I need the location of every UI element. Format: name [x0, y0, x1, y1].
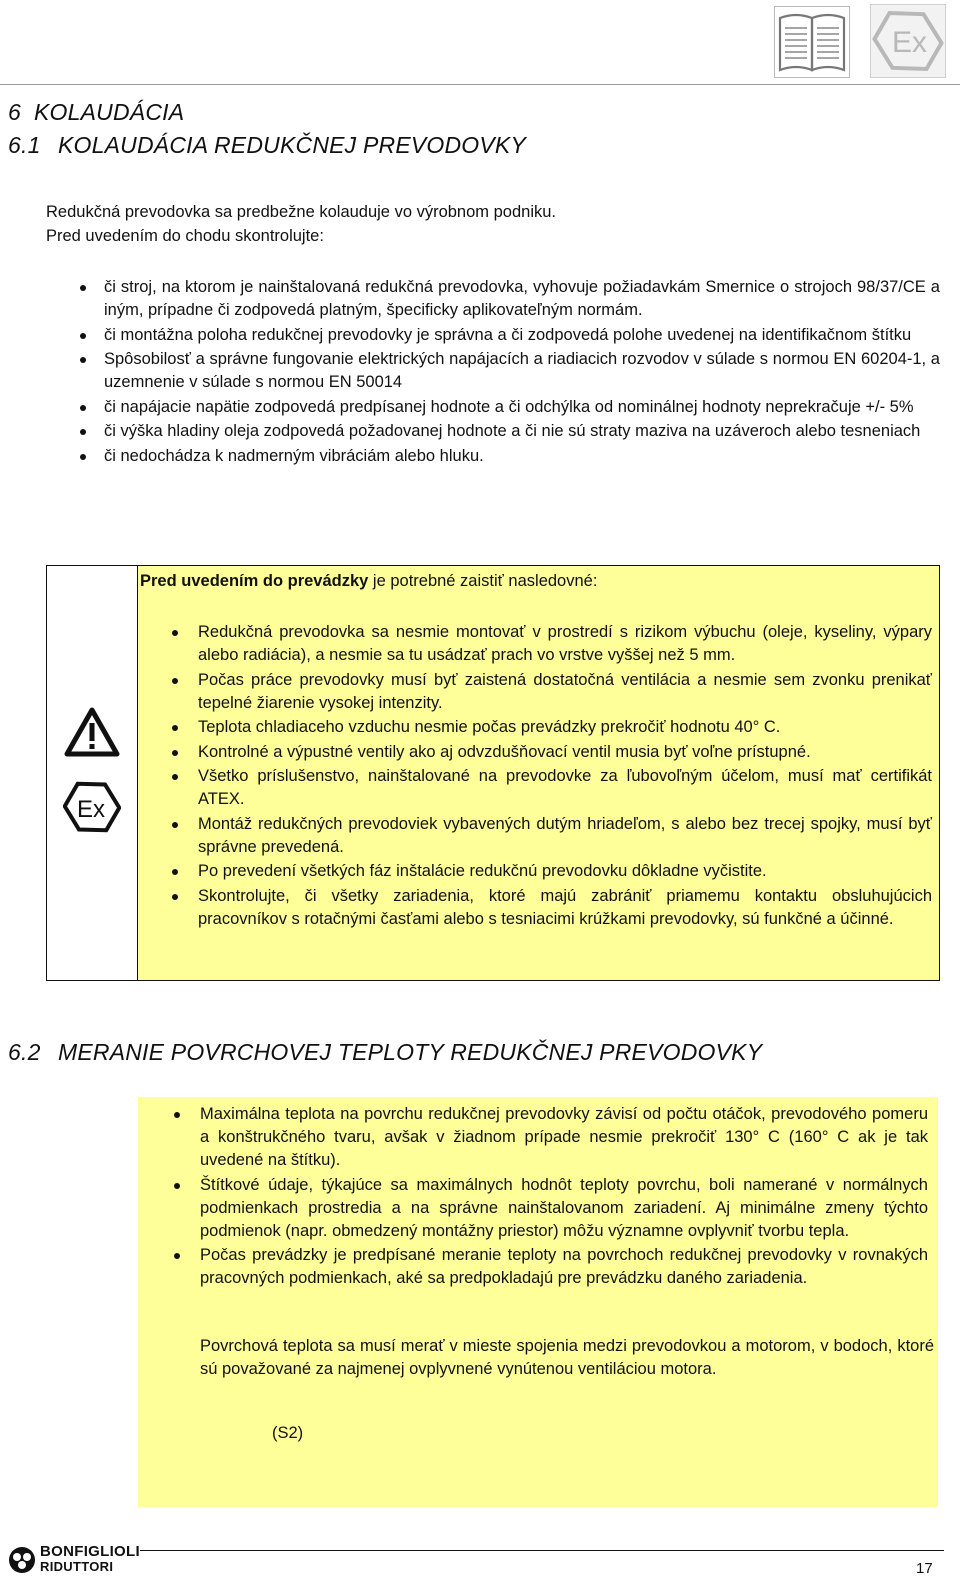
section-title: KOLAUDÁCIA REDUKČNEJ PREVODOVKY	[58, 132, 527, 158]
intro-text	[46, 201, 926, 248]
manual-book-icon	[774, 6, 850, 78]
warning-list	[140, 621, 938, 932]
temperature-box	[138, 1097, 938, 1507]
warning-triangle-icon	[64, 706, 120, 758]
list-item: Skontrolujte, či všetky zariadenia, ktoré majú zabrániť priamemu kontaktu obsluhujúcich pracovníkov s rotačnými časťami alebo s tesniacimi krúžkami prevodovky, sú funkčné a účinné.	[140, 885, 938, 931]
temperature-list	[142, 1103, 934, 1290]
list-item: či stroj, na ktorom je nainštalovaná redukčná prevodovka, vyhovuje požiadavkám Smernice o strojoch 98/37/CE a iným, prípadne či zodpovedá platným, špecificky aplikovateľným normám.	[46, 276, 940, 322]
brand-name: BONFIGLIOLI	[40, 1543, 140, 1560]
footer-rule	[140, 1550, 944, 1551]
svg-text:Ex: Ex	[892, 26, 928, 59]
list-item: Maximálna teplota na povrchu redukčnej prevodovky závisí od počtu otáčok, prevodového pomeru a konštrukčného tvaru, avšak v žiadnom prípade nesmie prekročiť 130° C (160° C ak je tak uvedené na štítku).	[142, 1103, 934, 1172]
footer	[0, 1520, 960, 1592]
list-item: Počas práce prevodovky musí byť zaistená dostatočná ventilácia a nesmie sem zvonku prenikať tepelné žiarenie vysokej intenzity.	[140, 669, 938, 715]
list-item: Kontrolné a výpustné ventily ako aj odvzdušňovací ventil musia byť voľne prístupné.	[140, 741, 938, 764]
intro-line-1: Redukčná prevodovka sa predbežne kolauduje vo výrobnom podniku.	[46, 203, 556, 221]
section-title: KOLAUDÁCIA	[34, 99, 185, 125]
list-item: či montážna poloha redukčnej prevodovky je správna a či zodpovedá polohe uvedenej na identifikačnom štítku	[46, 324, 940, 347]
checklist	[46, 276, 940, 469]
list-item: Montáž redukčných prevodoviek vybavených dutým hriadeľom, s alebo bez trecej spojky, musí byť správne prevedená.	[140, 813, 938, 859]
warning-icon-column	[47, 566, 138, 980]
list-item: Po prevedení všetkých fáz inštalácie redukčnú prevodovku dôkladne vyčistite.	[140, 860, 938, 883]
brand-logo	[8, 1538, 138, 1582]
list-item: Redukčná prevodovka sa nesmie montovať v prostredí s rizikom výbuchu (oleje, kyseliny, výpary alebo radiácia), a nesmie sa tu usádzať prach vo vrstve vyššej než 5 mm.	[140, 621, 938, 667]
warning-content	[138, 566, 939, 980]
ex-atex-icon	[63, 778, 121, 836]
section-number: 6	[8, 99, 21, 125]
header	[0, 0, 960, 86]
list-item: či napájacie napätie zodpovedá predpísanej hodnote a či odchýlka od nominálnej hodnoty neprekračuje +/- 5%	[46, 396, 940, 419]
section-heading-6	[8, 99, 184, 126]
warning-lead	[140, 570, 597, 593]
warning-lead-text: je potrebné zaistiť nasledovné:	[368, 572, 598, 590]
list-item: Spôsobilosť a správne fungovanie elektrických napájacích a riadiacich rozvodov v súlade s normou EN 60204-1, a uzemnenie v súlade s normou EN 50014	[46, 348, 940, 394]
page-number: 17	[916, 1560, 933, 1577]
list-item: či nedochádza k nadmerným vibráciám alebo hluku.	[46, 445, 940, 468]
section-number: 6.1	[8, 132, 41, 158]
warning-lead-bold: Pred uvedením do prevádzky	[140, 572, 369, 590]
brand-subname: RIDUTTORI	[40, 1559, 114, 1574]
list-item: Počas prevádzky je predpísané meranie teploty na povrchoch redukčnej prevodovky v rovnakých pracovných podmienkach, aké sa predpokladajú pre prevádzku daného zariadenia.	[142, 1244, 934, 1290]
list-item: Štítkové údaje, týkajúce sa maximálnych hodnôt teploty povrchu, boli namerané v normálnych podmienkach prostredia a na správne nainštalovanom zariadení. Aj minimálne zmeny týchto podmienok (napr. obmedzený montážny priestor) môžu významne ovplyvniť tvorbu tepla.	[142, 1174, 934, 1243]
svg-text:Ex: Ex	[77, 796, 106, 823]
section-heading-6-1	[8, 132, 526, 159]
section-title: MERANIE POVRCHOVEJ TEPLOTY REDUKČNEJ PREVODOVKY	[58, 1039, 763, 1065]
header-rule	[0, 84, 960, 85]
brand-emblem-icon	[8, 1546, 36, 1574]
ex-atex-icon	[870, 4, 946, 78]
section-heading-6-2	[8, 1039, 762, 1066]
intro-line-2: Pred uvedením do chodu skontrolujte:	[46, 226, 324, 245]
section-number: 6.2	[8, 1039, 41, 1065]
warning-box	[46, 565, 940, 981]
temperature-note: Povrchová teplota sa musí merať v mieste spojenia medzi prevodovkou a motorom, v bodoch, ktoré sú považované za najmenej ovplyvnené vynútenou ventiláciou motora.	[200, 1337, 934, 1378]
list-item: či výška hladiny oleja zodpovedá požadovanej hodnote a či nie sú straty maziva na uzáveroch alebo tesneniach	[46, 420, 940, 443]
reference-label: (S2)	[272, 1424, 304, 1442]
list-item: Všetko príslušenstvo, nainštalované na prevodovke za ľubovoľným účelom, musí mať certifikát ATEX.	[140, 765, 938, 811]
list-item: Teplota chladiaceho vzduchu nesmie počas prevádzky prekročiť hodnotu 40° C.	[140, 716, 938, 739]
